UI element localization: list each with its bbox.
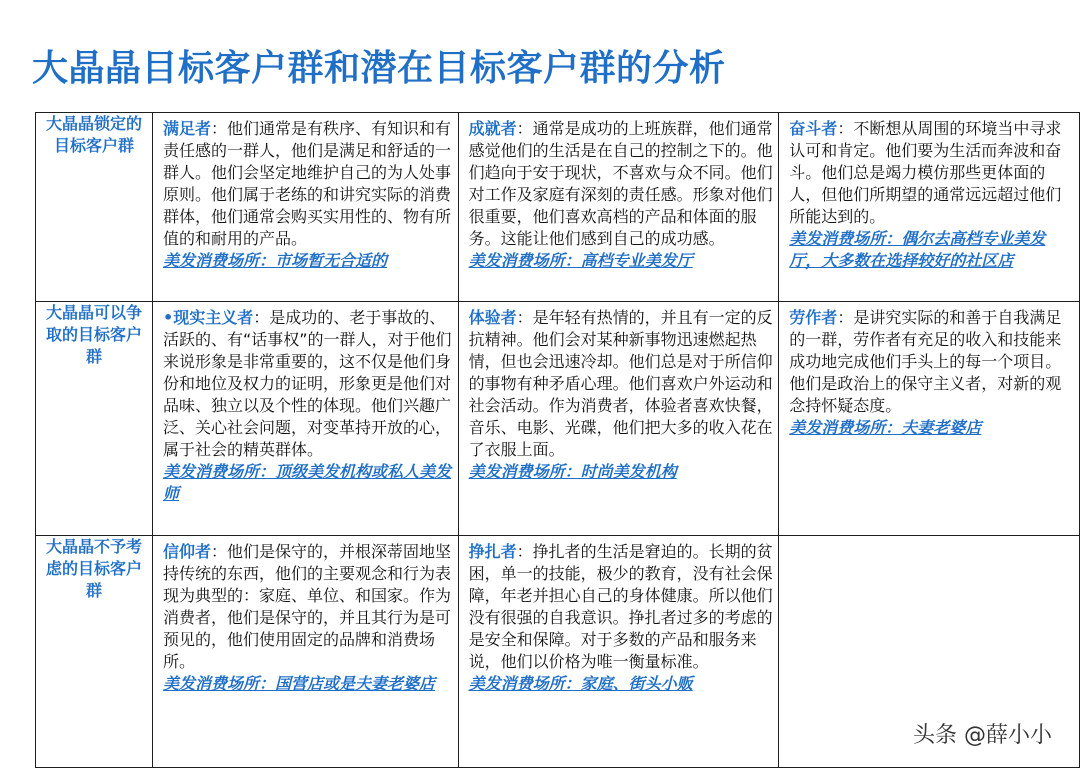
segment-cell — [152, 113, 458, 302]
segment-cell — [458, 536, 779, 768]
segment-description: ：他们通常是有秩序、有知识和有责任感的一群人，他们是满足和舒适的一群人。他们会坚定地维护自己的为人处事原则。他们属于老练的和讲究实际的消费群体，他们通常会购买实用性的、物有所值的和耐用的产品。 — [162, 119, 451, 248]
segment-title: 满足者 — [162, 119, 211, 138]
segment-cell — [779, 302, 1080, 536]
segment-title: 信仰者 — [162, 542, 211, 561]
row-header-cell — [36, 536, 153, 768]
table-row — [36, 302, 1080, 536]
venue-link[interactable]: 美发消费场所：夫妻老婆店 — [789, 418, 982, 437]
venue-link[interactable]: 美发消费场所：高档专业美发厅 — [468, 251, 693, 270]
row-header: 大晶晶不予考虑的目标客户群 — [45, 537, 142, 600]
venue-link[interactable]: 美发消费场所：时尚美发机构 — [468, 462, 677, 481]
venue-link[interactable]: 美发消费场所：市场暂无合适的 — [162, 251, 387, 270]
venue-link[interactable]: 美发消费场所：国营店或是夫妻老婆店 — [162, 674, 435, 693]
segment-title: 成就者 — [468, 119, 517, 138]
row-header-cell — [36, 113, 153, 302]
segment-cell — [458, 113, 779, 302]
table-row — [36, 113, 1080, 302]
segment-title: 挣扎者 — [468, 542, 517, 561]
segment-title: 体验者 — [468, 308, 517, 327]
segment-description: ：不断想从周围的环境当中寻求认可和肯定。他们要为生活而奔波和奋斗。他们总是竭力模仿那些更体面的人，但他们所期望的通常远远超过他们所能达到的。 — [789, 119, 1062, 226]
segment-description: ：通常是成功的上班族群，他们通常感觉他们的生活是在自己的控制之下的。他们趋向于安于现状，不喜欢与众不同。他们对工作及家庭有深刻的责任感。形象对他们很重要，他们喜欢高档的产品和体面的服务。这能让他们感到自己的成功感。 — [468, 119, 773, 248]
segment-title: 劳作者 — [789, 308, 838, 327]
row-header: 大晶晶可以争取的目标客户群 — [45, 303, 142, 366]
segment-description: ：他们是保守的，并根深蒂固地坚持传统的东西，他们的主要观念和行为表现为典型的：家庭、单位、和国家。作为消费者，他们是保守的，并且其行为是可预见的，他们使用固定的品牌和消费场所。 — [162, 542, 451, 671]
segment-title: •现实主义者 — [162, 308, 254, 327]
segment-description: ：是年轻有热情的，并且有一定的反抗精神。他们会对某种新事物迅速燃起热情，但也会迅速冷却。他们总是对于所信仰的事物有种矛盾心理。他们喜欢户外运动和社会活动。作为消费者，体验者喜欢快餐，音乐、电影、光碟，他们把大多的收入花在了衣服上面。 — [468, 308, 773, 459]
segment-cell — [152, 536, 458, 768]
segment-description: ：挣扎者的生活是窘迫的。长期的贫困，单一的技能，极少的教育，没有社会保障，年老并担心自己的身体健康。所以他们没有很强的自我意识。挣扎者过多的考虑的是安全和保障。对于多数的产品和服务来说，他们以价格为唯一衡量标准。 — [468, 542, 773, 671]
watermark: 头条 @薛小小 — [913, 723, 1052, 748]
segment-cell — [779, 113, 1080, 302]
segment-description: ：是讲究实际的和善于自我满足的一群，劳作者有充足的收入和技能来成功地完成他们手头上的每一个项目。他们是政治上的保守主义者，对新的观念持怀疑态度。 — [789, 308, 1062, 415]
segment-cell — [152, 302, 458, 536]
page-title: 大晶晶目标客户群和潜在目标客户群的分析 — [32, 48, 726, 89]
row-header-cell — [36, 302, 153, 536]
venue-link[interactable]: 美发消费场所：顶级美发机构或私人美发师 — [162, 462, 451, 503]
segment-table — [35, 112, 1080, 768]
venue-link[interactable]: 美发消费场所：偶尔去高档专业美发厅，大多数在选择较好的社区店 — [789, 229, 1046, 270]
segment-description: ：是成功的、老于事故的、活跃的、有“话事权”的一群人，对于他们来说形象是非常重要的，这不仅是他们身份和地位及权力的证明，形象更是他们对品味、独立以及个性的体现。他们兴趣广泛、关心社会问题，对变革持开放的心，属于社会的精英群体。 — [162, 308, 452, 459]
segment-cell — [458, 302, 779, 536]
venue-link[interactable]: 美发消费场所：家庭、街头小贩 — [468, 674, 693, 693]
segment-title: 奋斗者 — [789, 119, 838, 138]
row-header: 大晶晶锁定的目标客户群 — [45, 114, 142, 155]
